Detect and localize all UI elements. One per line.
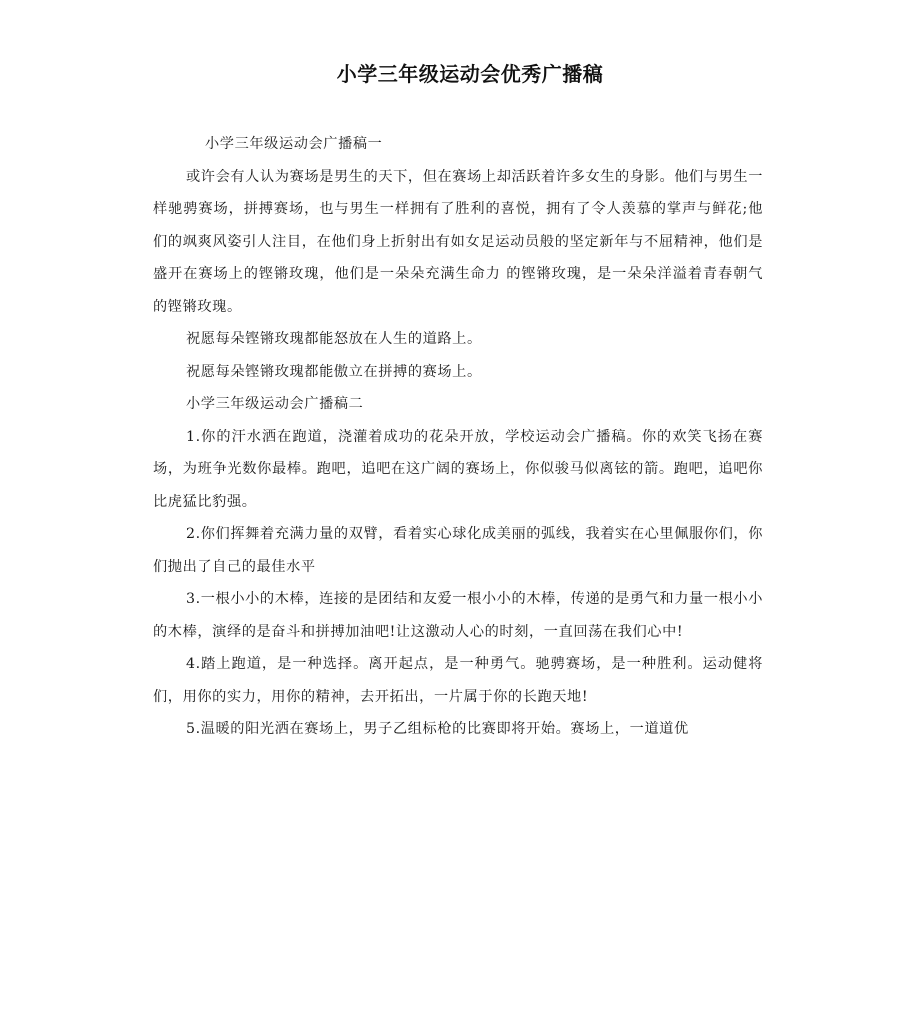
document-body	[153, 128, 763, 746]
paragraph: 5.温暖的阳光洒在赛场上，男子乙组标枪的比赛即将开始。赛场上，一道道优	[186, 721, 689, 737]
paragraph: 或许会有人认为赛场是男生的天下，但在赛场上却活跃着许多女生的身影。他们与男生一样驰骋赛场，拼搏赛场，也与男生一样拥有了胜利的喜悦，拥有了令人羡慕的掌声与鲜花;他们的飒爽风姿引人注目，在他们身上折射出有如女足运动员般的坚定新年与不屈精神，他们是盛开在赛场上的铿锵玫瑰，他们是一朵朵充满生命力 的铿锵玫瑰，是一朵朵洋溢着青春朝气的铿锵玫瑰。	[153, 168, 763, 315]
paragraph: 1.你的汗水洒在跑道，浇灌着成功的花朵开放，学校运动会广播稿。你的欢笑飞扬在赛场，为班争光数你最棒。跑吧，追吧在这广阔的赛场上，你似骏马似离铉的箭。跑吧，追吧你比虎猛比豹强。	[153, 428, 763, 510]
document-title: 小学三年级运动会优秀广播稿	[336, 62, 604, 86]
paragraph: 祝愿每朵铿锵玫瑰都能怒放在人生的道路上。	[186, 331, 482, 347]
section-heading-1: 小学三年级运动会广播稿一	[205, 136, 383, 152]
paragraph: 3.一根小小的木棒，连接的是团结和友爱一根小小的木棒，传递的是勇气和力量一根小小的木棒，演绎的是奋斗和拼搏加油吧!让这激动人心的时刻，一直回荡在我们心中!	[153, 591, 763, 640]
paragraph: 4.踏上跑道，是一种选择。离开起点，是一种勇气。驰骋赛场，是一种胜利。运动健将们，用你的实力，用你的精神，去开拓出，一片属于你的长跑天地!	[153, 656, 763, 705]
paragraph: 祝愿每朵铿锵玫瑰都能傲立在拼搏的赛场上。	[186, 363, 482, 380]
paragraph: 2.你们挥舞着充满力量的双臂，看着实心球化成美丽的弧线，我着实在心里佩服你们，你们抛出了自己的最佳水平	[153, 526, 763, 575]
section-heading-2: 小学三年级运动会广播稿二	[186, 396, 364, 412]
